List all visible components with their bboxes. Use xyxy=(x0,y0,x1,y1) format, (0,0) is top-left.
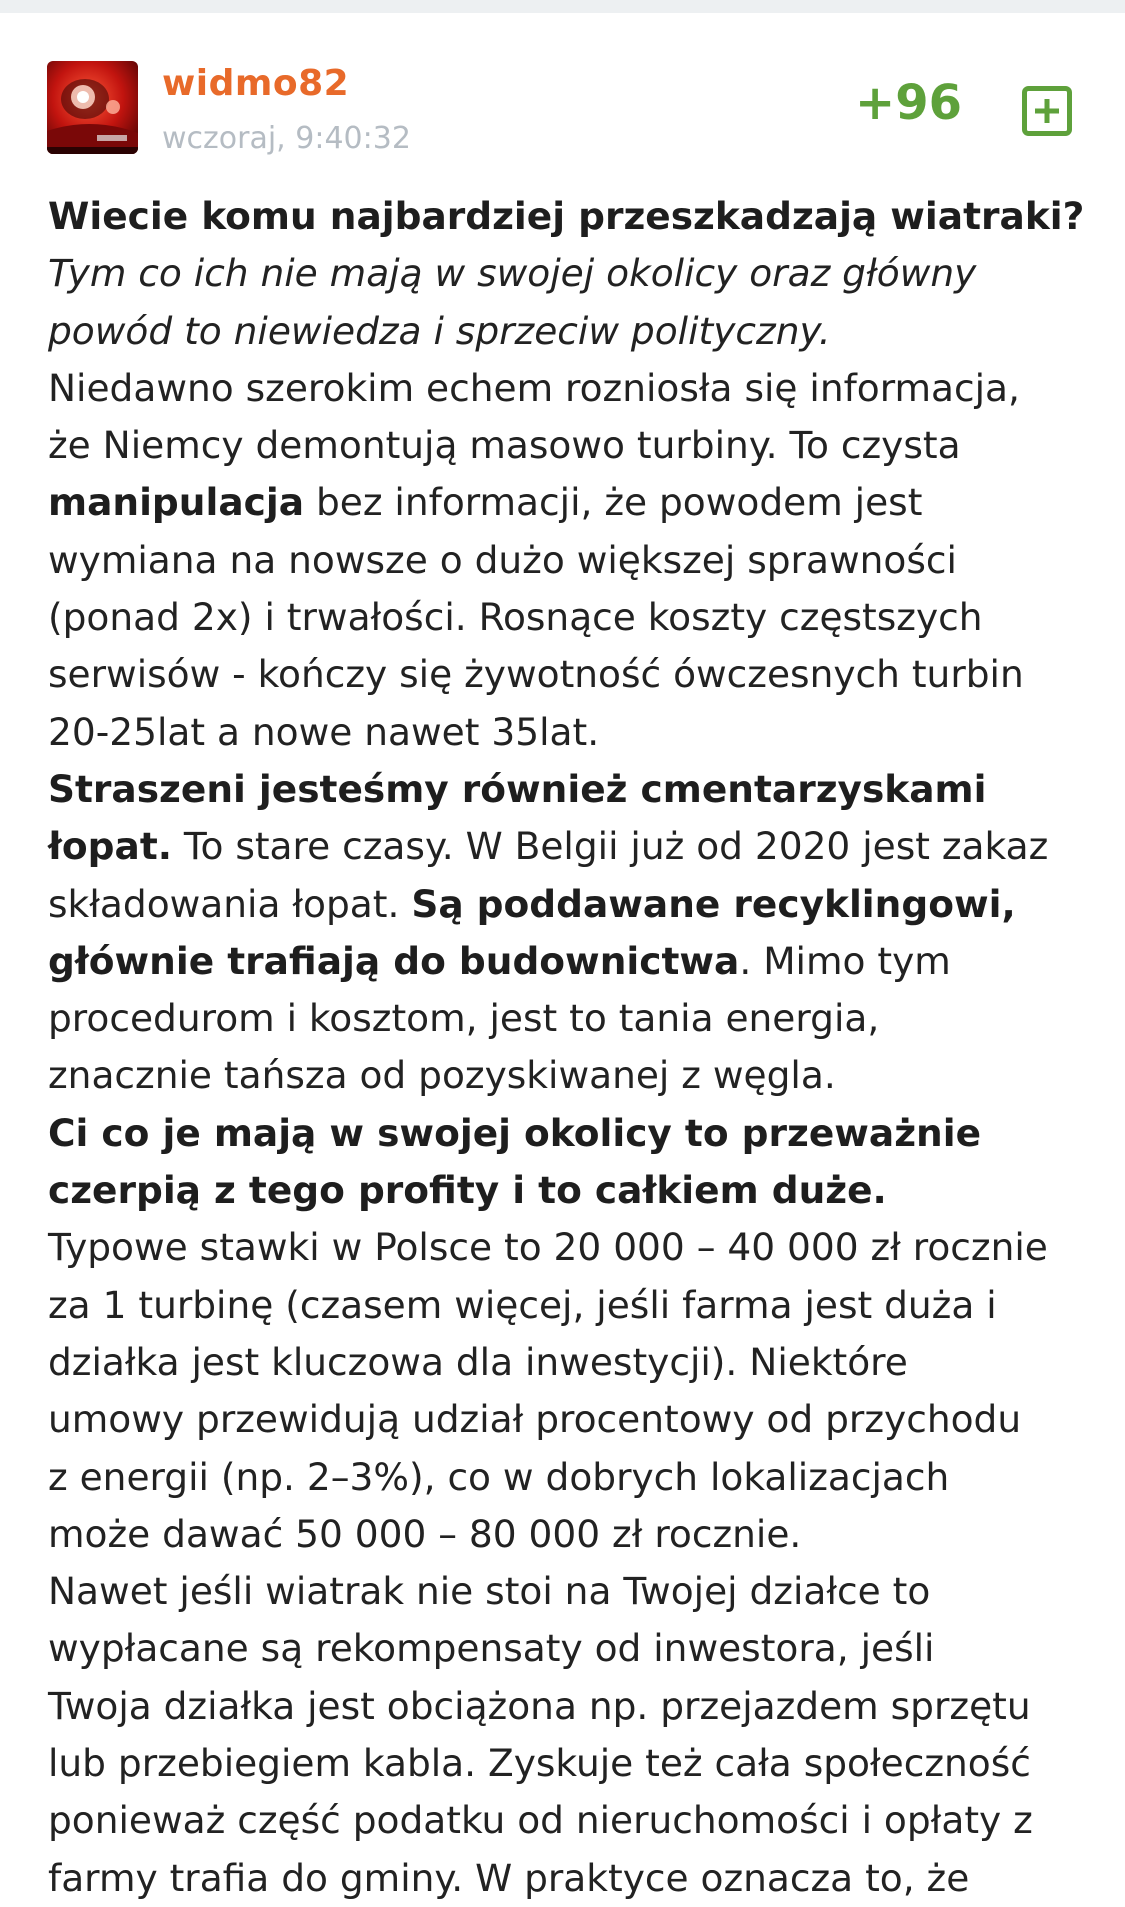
comment-line: Twoja działka jest obciążona np. przejazdem sprzętu xyxy=(48,1683,1031,1728)
comment-line xyxy=(48,876,1088,933)
comment-line: (ponad 2x) i trwałości. Rosnące koszty częstszych xyxy=(48,595,983,640)
comment-line: może dawać 50 000 – 80 000 zł rocznie. xyxy=(48,1511,802,1556)
comment-line: że Niemcy demontują masowo turbiny. To czysta xyxy=(48,423,961,468)
comment-line: wymiana na nowsze o dużo większej sprawności xyxy=(48,537,957,582)
comment-body xyxy=(48,188,1088,1907)
post-timestamp: wczoraj, 9:40:32 xyxy=(162,121,411,156)
bold-text: głównie trafiają do budownictwa xyxy=(48,938,740,983)
comment-line xyxy=(48,303,1088,360)
italic-text: powód to niewiedza i sprzeciw polityczny. xyxy=(48,308,831,353)
comment-line: Typowe stawki w Polsce to 20 000 – 40 000 zł rocznie xyxy=(48,1225,1048,1270)
top-separator xyxy=(0,0,1125,13)
plain-text: składowania łopat. xyxy=(48,881,412,926)
comment-line xyxy=(48,818,1088,875)
user-avatar[interactable] xyxy=(47,61,138,154)
comment-line xyxy=(48,188,1088,245)
bold-text: manipulacja xyxy=(48,480,305,525)
bold-text: łopat. xyxy=(48,824,172,869)
comment-line xyxy=(48,933,1088,990)
bold-text: czerpią z tego profity i to całkiem duże. xyxy=(48,1168,887,1213)
comment-line: umowy przewidują udział procentowy od przychodu xyxy=(48,1397,1022,1442)
comment-line: Niedawno szerokim echem rozniosła się informacja, xyxy=(48,365,1020,410)
comment-line xyxy=(48,761,1088,818)
plus-square-icon xyxy=(1022,86,1072,136)
upvote-button[interactable] xyxy=(1022,86,1072,136)
comment-line: farmy trafia do gminy. W praktyce oznacza to, że xyxy=(48,1855,970,1900)
comment-line: znacznie tańsza od pozyskiwanej z węgla. xyxy=(48,1053,836,1098)
comment-line: procedurom i kosztom, jest to tania energia, xyxy=(48,996,880,1041)
car-photo-avatar-icon xyxy=(47,61,138,154)
comment-line: serwisów - kończy się żywotność ówczesnych turbin xyxy=(48,652,1024,697)
comment-line: działka jest kluczowa dla inwestycji). Niektóre xyxy=(48,1339,908,1384)
comment-line xyxy=(48,245,1088,302)
bold-text: Są poddawane recyklingowi, xyxy=(411,881,1016,926)
bold-text: Wiecie komu najbardziej przeszkadzają wiatraki? xyxy=(48,194,1085,238)
bold-text: Straszeni jesteśmy również cmentarzyskami xyxy=(48,766,987,811)
plain-text: bez informacji, że powodem jest xyxy=(304,480,923,525)
comment-line: ponieważ część podatku od nieruchomości i opłaty z xyxy=(48,1798,1033,1843)
comment-line xyxy=(48,1162,1088,1219)
comment-line: lub przebiegiem kabla. Zyskuje też cała społeczność xyxy=(48,1741,1031,1786)
comment-line: wypłacane są rekompensaty od inwestora, jeśli xyxy=(48,1626,935,1671)
author-name[interactable]: widmo82 xyxy=(162,63,350,104)
comment-line xyxy=(48,474,1088,531)
comment-line xyxy=(48,1105,1088,1162)
comment-card xyxy=(0,13,1125,1900)
comment-line: z energii (np. 2–3%), co w dobrych lokalizacjach xyxy=(48,1454,950,1499)
vote-score: +96 xyxy=(854,75,962,131)
comment-line: za 1 turbinę (czasem więcej, jeśli farma jest duża i xyxy=(48,1282,997,1327)
comment-line: Nawet jeśli wiatrak nie stoi na Twojej działce to xyxy=(48,1569,931,1614)
plain-text: To stare czasy. W Belgii już od 2020 jest zakaz xyxy=(172,824,1049,869)
plain-text: . Mimo tym xyxy=(739,938,951,983)
comment-line: 20-25lat a nowe nawet 35lat. xyxy=(48,709,600,754)
bold-text: Ci co je mają w swojej okolicy to przeważnie xyxy=(48,1110,982,1155)
italic-text: Tym co ich nie mają w swojej okolicy oraz główny xyxy=(48,251,977,296)
